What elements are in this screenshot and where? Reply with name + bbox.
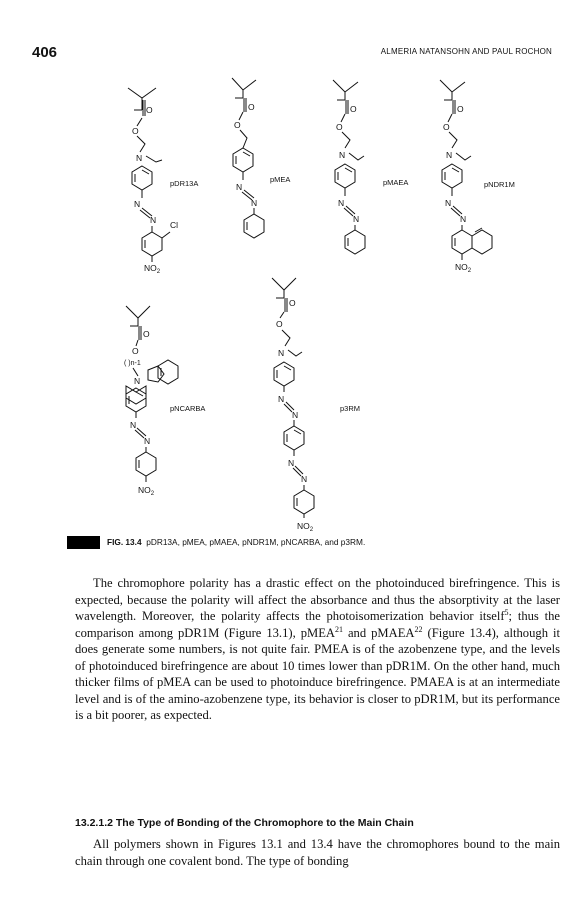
svg-text:N: N	[278, 348, 285, 358]
svg-text:NO2: $NO_2$	[297, 521, 314, 533]
svg-text:N: N	[144, 436, 151, 446]
svg-text:N: N	[278, 394, 285, 404]
caption-text: pDR13A, pMEA, pMAEA, pNDR1M, pNCARBA, and p3RM.	[146, 537, 366, 547]
svg-text:O: O	[234, 120, 241, 130]
svg-text:N: N	[134, 376, 141, 386]
svg-text:N: N	[130, 420, 137, 430]
svg-text:N: N	[338, 198, 345, 208]
atom-no2-pdr13a: NO	[144, 263, 157, 273]
label-p3rm: p3RM	[340, 404, 361, 413]
footnote-ref: 22	[414, 624, 423, 634]
section-heading: 13.2.1.2 The Type of Bonding of the Chromophore to the Main Chain	[75, 817, 414, 829]
svg-text:O: O	[276, 319, 283, 329]
atom-cl: Cl	[170, 220, 179, 230]
svg-text:NO2: $NO_2$	[138, 485, 155, 497]
figure-caption	[107, 537, 365, 547]
structure-pdr13a	[128, 88, 198, 275]
label-pmaea: pMAEA	[383, 178, 409, 187]
caption-label: FIG. 13.4	[107, 537, 142, 547]
svg-text:O: O	[289, 298, 296, 308]
svg-text:O: O	[457, 104, 464, 114]
svg-text:N: N	[339, 150, 346, 160]
footnote-ref: 5	[504, 607, 509, 617]
atom-n-azo2: N	[150, 215, 157, 225]
repeat-unit: ( )n-1	[124, 360, 141, 367]
svg-text:N: N	[251, 198, 258, 208]
body-paragraph-2: All polymers shown in Figures 13.1 and 13.4 have the chromophores bound to the main chain through one covalent bond. The type of bonding	[75, 837, 560, 868]
svg-text:O: O	[143, 329, 150, 339]
label-pncarba: pNCARBA	[170, 404, 206, 413]
svg-text:N: N	[460, 214, 467, 224]
svg-text:O: O	[443, 122, 450, 132]
label-pmea: pMEA	[270, 175, 291, 184]
structure-pncarba	[124, 306, 205, 497]
atom-o-carbonyl: O	[146, 105, 153, 115]
structure-pmaea	[333, 80, 408, 254]
label-pndr1m: pNDR1M	[484, 180, 515, 189]
svg-text:NO2: $NO_2$	[144, 263, 161, 275]
svg-text:O: O	[132, 346, 139, 356]
svg-text:N: N	[353, 214, 360, 224]
svg-text:N: N	[301, 474, 308, 484]
footnote-ref: 21	[334, 624, 343, 634]
svg-text:N: N	[288, 458, 295, 468]
atom-n-azo1: N	[134, 199, 141, 209]
svg-text:O: O	[336, 122, 343, 132]
svg-text:N: N	[445, 198, 452, 208]
structure-pndr1m	[440, 80, 515, 274]
structure-p3rm	[272, 278, 360, 533]
body-paragraph-1: The chromophore polarity has a drastic effect on the photoinduced birefringence. This is expected, because the polarity will affect the absorbance and thus the absorptivity at the laser wavelength. Moreover, the polarity affects the photoisomerization behavior itself$^5$; thus the comparison among pDR1M (Figure 13.1), pMEA$^{21}$ and pMAEA$^{22}$ (Figure 13.4), although it does generate some numbers, is not quite fair. PMEA is of the azobenzene type, and the levels of photoinduced birefringence are about 10 times lower than pDR1M. On the other hand, much thicker films of pMEA can be used to photoinduce birefringence. PMAEA is at an intermediate level and is of the amino-azobenzene type, its behavior is closer to pDR1M, but its performance is a bit poorer, as expected.	[75, 576, 560, 722]
svg-text:O: O	[350, 104, 357, 114]
svg-text:O: O	[248, 102, 255, 112]
caption-marker	[67, 536, 100, 549]
structure-pmea	[232, 78, 290, 238]
atom-o-ester: O	[132, 126, 139, 136]
svg-text:N: N	[236, 182, 243, 192]
running-head: ALMERIA NATANSOHN AND PAUL ROCHON	[380, 47, 552, 56]
svg-text:N: N	[446, 150, 453, 160]
label-pdr13a: pDR13A	[170, 179, 199, 188]
svg-text:NO2: $NO_2$	[455, 262, 472, 274]
atom-n-amine: N	[136, 153, 143, 163]
svg-text:N: N	[292, 410, 299, 420]
page-number: 406	[32, 44, 58, 61]
